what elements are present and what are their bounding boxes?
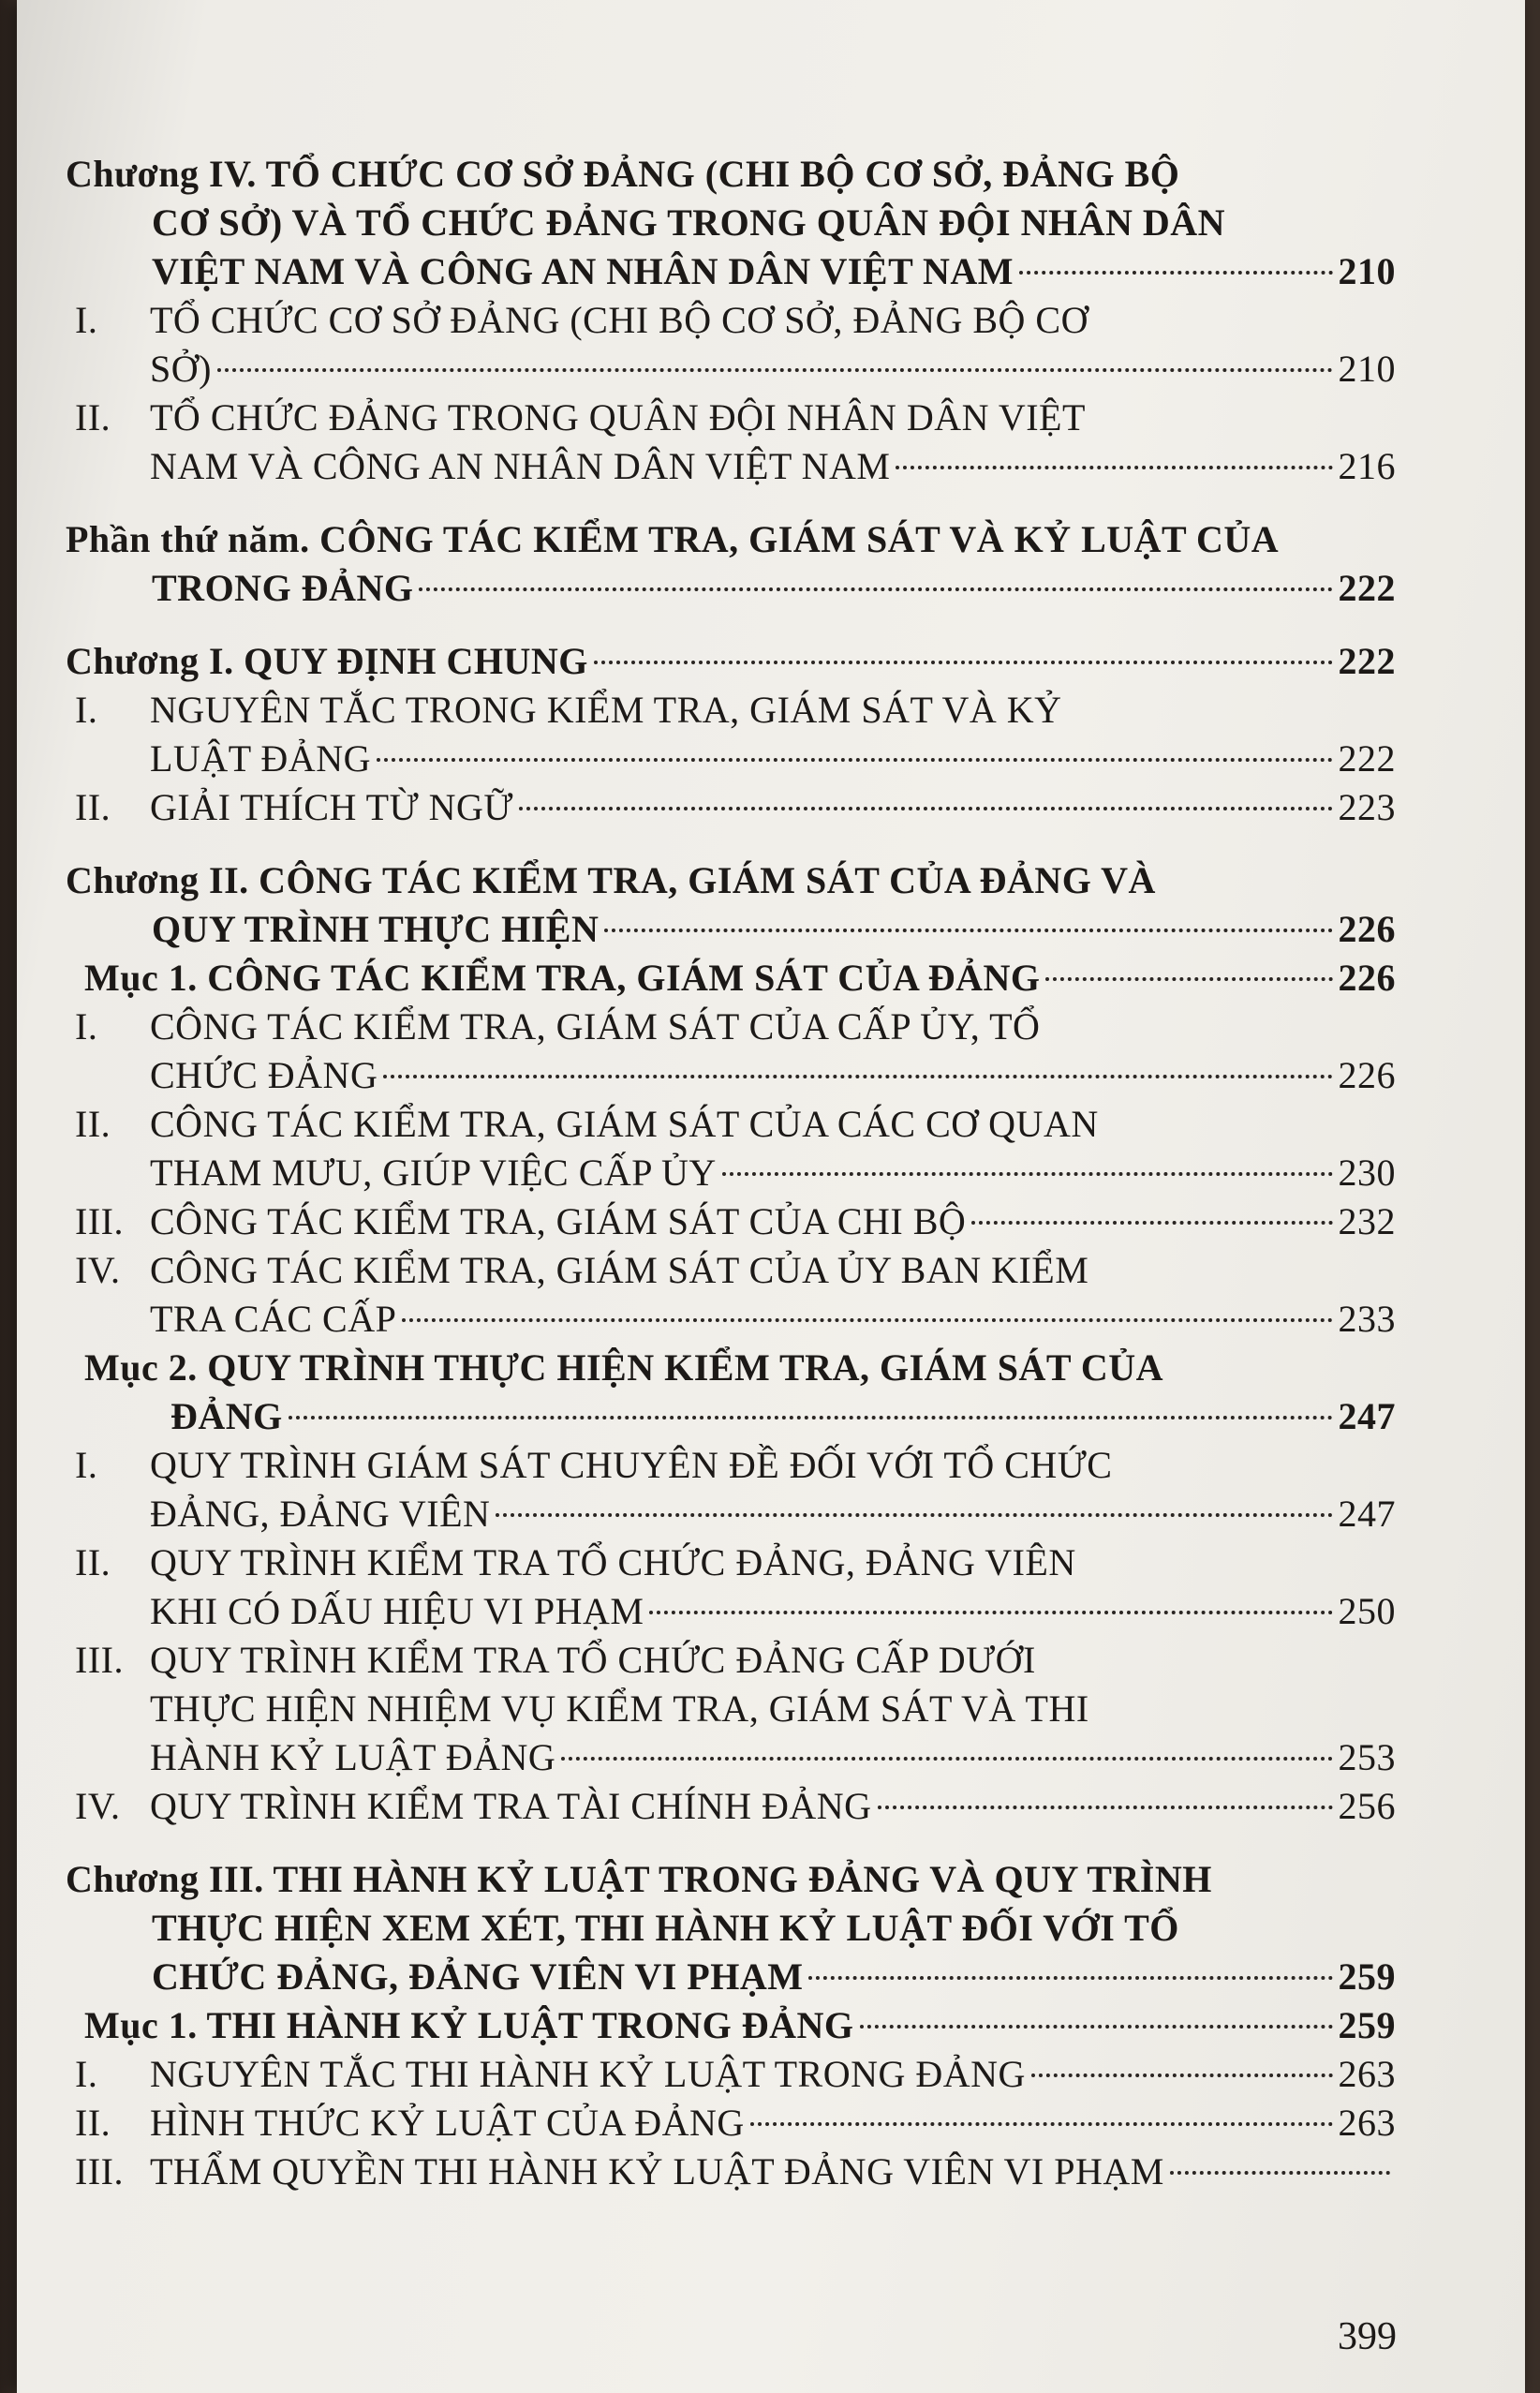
dot-leader <box>496 1513 1332 1517</box>
entry-page-number: 222 <box>1338 567 1396 609</box>
entry-page-number: 233 <box>1338 1298 1396 1340</box>
entry-title-line: QUY TRÌNH KIỂM TRA TÀI CHÍNH ĐẢNG <box>150 1785 872 1827</box>
entry-page-number: 226 <box>1338 957 1396 999</box>
entry-title-line: Phần thứ năm. CÔNG TÁC KIỂM TRA, GIÁM SÁT VÀ KỶ LUẬT CỦA <box>66 518 1280 560</box>
toc-entry-item <box>66 1441 1396 1538</box>
entry-title-line: QUY TRÌNH GIÁM SÁT CHUYÊN ĐỀ ĐỐI VỚI TỔ CHỨC <box>150 1444 1113 1486</box>
entry-title-line: ĐẢNG, ĐẢNG VIÊN <box>150 1493 491 1535</box>
entry-page-number: 259 <box>1338 1955 1396 1998</box>
dot-leader <box>722 1172 1333 1176</box>
entry-page-number: 263 <box>1338 2053 1396 2095</box>
toc-entry-chapter <box>66 637 1396 686</box>
item-number: I. <box>75 1005 98 1048</box>
entry-title-line: SỞ) <box>150 348 212 390</box>
toc-entry-chapter <box>66 150 1396 296</box>
dot-leader <box>860 2025 1333 2029</box>
item-number: II. <box>75 2102 111 2144</box>
item-number: II. <box>75 396 111 438</box>
dot-leader <box>604 929 1332 932</box>
dot-leader <box>649 1611 1332 1614</box>
entry-page-number: 263 <box>1338 2102 1396 2144</box>
toc-entry-part <box>66 515 1396 613</box>
dot-leader <box>1045 977 1332 981</box>
entry-page-number: 247 <box>1338 1493 1396 1535</box>
entry-title-line: QUY TRÌNH THỰC HIỆN <box>152 908 600 950</box>
entry-title-line: CÔNG TÁC KIỂM TRA, GIÁM SÁT CỦA CHI BỘ <box>150 1200 967 1242</box>
entry-title-line: Mục 2. QUY TRÌNH THỰC HIỆN KIỂM TRA, GIÁM SÁT CỦA <box>84 1346 1164 1389</box>
dot-leader <box>971 1221 1332 1225</box>
toc-entry-item <box>66 1197 1396 1246</box>
toc-entry-chapter <box>66 856 1396 954</box>
item-number: I. <box>75 2053 98 2095</box>
entry-page-number: 210 <box>1338 250 1396 292</box>
item-number: I. <box>75 689 98 731</box>
entry-title-line: HÌNH THỨC KỶ LUẬT CỦA ĐẢNG <box>150 2102 745 2144</box>
entry-title-line: GIẢI THÍCH TỪ NGỮ <box>150 786 513 828</box>
entry-page-number: 232 <box>1338 1200 1396 1242</box>
entry-page-number: 223 <box>1338 786 1396 828</box>
entry-title-line: Chương III. THI HÀNH KỶ LUẬT TRONG ĐẢNG VÀ QUY TRÌNH <box>66 1858 1212 1900</box>
item-number: I. <box>75 299 98 341</box>
entry-title-line: CÔNG TÁC KIỂM TRA, GIÁM SÁT CỦA CÁC CƠ QUAN <box>150 1103 1099 1145</box>
entry-title-line: CÔNG TÁC KIỂM TRA, GIÁM SÁT CỦA CẤP ỦY, TỔ <box>150 1005 1041 1048</box>
toc-entry-item <box>66 1100 1396 1197</box>
entry-title-line: LUẬT ĐẢNG <box>150 737 371 780</box>
spacer <box>66 491 1396 515</box>
toc-entry-item <box>66 1636 1396 1782</box>
dot-leader <box>750 2122 1333 2126</box>
spacer <box>66 613 1396 637</box>
entry-title-line: THỰC HIỆN XEM XÉT, THI HÀNH KỶ LUẬT ĐỐI VỚI TỔ <box>152 1907 1179 1949</box>
item-number: IV. <box>75 1785 121 1827</box>
toc-entry-item <box>66 1246 1396 1344</box>
entry-title-line: Chương II. CÔNG TÁC KIỂM TRA, GIÁM SÁT CỦA ĐẢNG VÀ <box>66 859 1156 901</box>
dot-leader <box>594 661 1333 664</box>
entry-title-line: CÔNG TÁC KIỂM TRA, GIÁM SÁT CỦA ỦY BAN KIỂM <box>150 1249 1089 1291</box>
dot-leader <box>561 1757 1332 1761</box>
toc-entry-section <box>66 2001 1396 2050</box>
dot-leader <box>1170 2171 1390 2175</box>
dot-leader <box>289 1416 1333 1419</box>
spacer <box>66 1831 1396 1855</box>
entry-page-number: 226 <box>1338 1054 1396 1096</box>
entry-page-number: 226 <box>1338 908 1396 950</box>
item-number: II. <box>75 786 111 828</box>
entry-page-number: 222 <box>1338 640 1396 682</box>
toc-entry-section <box>66 1344 1396 1441</box>
entry-title-line: ĐẢNG <box>170 1395 283 1437</box>
entry-title-line: TỔ CHỨC CƠ SỞ ĐẢNG (CHI BỘ CƠ SỞ, ĐẢNG BỘ CƠ <box>150 299 1088 341</box>
item-number: IV. <box>75 1249 121 1291</box>
entry-page-number: 210 <box>1338 348 1396 390</box>
entry-title-line: NAM VÀ CÔNG AN NHÂN DÂN VIỆT NAM <box>150 445 891 487</box>
entry-title-line: KHI CÓ DẤU HIỆU VI PHẠM <box>150 1590 644 1632</box>
entry-title-line: Mục 1. CÔNG TÁC KIỂM TRA, GIÁM SÁT CỦA ĐẢNG <box>84 957 1041 999</box>
entry-title-line: TỔ CHỨC ĐẢNG TRONG QUÂN ĐỘI NHÂN DÂN VIỆT <box>150 396 1086 438</box>
entry-page-number: 216 <box>1338 445 1396 487</box>
toc-entry-item <box>66 1538 1396 1636</box>
dot-leader <box>1031 2073 1333 2077</box>
entry-title-line: NGUYÊN TẮC THI HÀNH KỶ LUẬT TRONG ĐẢNG <box>150 2053 1026 2095</box>
dot-leader <box>419 587 1332 591</box>
toc-entry-item <box>66 296 1396 394</box>
dot-leader <box>896 466 1332 469</box>
dot-leader <box>377 758 1333 762</box>
item-number: I. <box>75 1444 98 1486</box>
entry-title-line: THAM MƯU, GIÚP VIỆC CẤP ỦY <box>150 1152 717 1194</box>
dot-leader <box>1019 271 1332 275</box>
toc-entry-item <box>66 394 1396 491</box>
toc-entry-section <box>66 954 1396 1003</box>
item-number: III. <box>75 1639 124 1681</box>
entry-title-line: QUY TRÌNH KIỂM TRA TỔ CHỨC ĐẢNG CẤP DƯỚI <box>150 1639 1036 1681</box>
entry-title-line: QUY TRÌNH KIỂM TRA TỔ CHỨC ĐẢNG, ĐẢNG VIÊN <box>150 1541 1076 1583</box>
dot-leader <box>217 368 1333 372</box>
item-number: II. <box>75 1541 111 1583</box>
dot-leader <box>519 807 1333 810</box>
entry-title-line: VIỆT NAM VÀ CÔNG AN NHÂN DÂN VIỆT NAM <box>152 250 1014 292</box>
entry-title-line: THẨM QUYỀN THI HÀNH KỶ LUẬT ĐẢNG VIÊN VI PHẠM <box>150 2150 1164 2192</box>
entry-page-number: 230 <box>1338 1152 1396 1194</box>
entry-title-line: Mục 1. THI HÀNH KỶ LUẬT TRONG ĐẢNG <box>84 2004 854 2046</box>
item-number: III. <box>75 1200 124 1242</box>
entry-page-number: 253 <box>1338 1736 1396 1778</box>
dot-leader <box>808 1976 1332 1980</box>
entry-title-line: THỰC HIỆN NHIỆM VỤ KIỂM TRA, GIÁM SÁT VÀ THI <box>150 1687 1089 1730</box>
entry-page-number: 222 <box>1338 737 1396 780</box>
entry-page-number: 256 <box>1338 1785 1396 1827</box>
dot-leader <box>383 1075 1332 1078</box>
toc-entry-item <box>66 2050 1396 2099</box>
entry-title-line: Chương IV. TỔ CHỨC CƠ SỞ ĐẢNG (CHI BỘ CƠ SỞ, ĐẢNG BỘ <box>66 153 1180 195</box>
spacer <box>66 832 1396 856</box>
page-number: 399 <box>1338 2315 1397 2358</box>
entry-title-line: CƠ SỞ) VÀ TỔ CHỨC ĐẢNG TRONG QUÂN ĐỘI NHÂN DÂN <box>152 201 1226 244</box>
book-page <box>17 0 1525 2393</box>
dot-leader <box>878 1806 1333 1809</box>
entry-title-line: CHỨC ĐẢNG <box>150 1054 378 1096</box>
toc-entry-item <box>66 1782 1396 1831</box>
toc-entry-item <box>66 783 1396 832</box>
toc-entry-item <box>66 686 1396 783</box>
entry-title-line: CHỨC ĐẢNG, ĐẢNG VIÊN VI PHẠM <box>152 1955 804 1998</box>
item-number: II. <box>75 1103 111 1145</box>
toc-entry-item <box>66 2148 1396 2196</box>
entry-page-number: 247 <box>1338 1395 1396 1437</box>
entry-page-number: 250 <box>1338 1590 1396 1632</box>
toc-entry-item <box>66 2099 1396 2148</box>
entry-page-number: 259 <box>1338 2004 1396 2046</box>
item-number: III. <box>75 2150 124 2192</box>
entry-title-line: TRA CÁC CẤP <box>150 1298 397 1340</box>
dot-leader <box>402 1318 1332 1322</box>
table-of-contents <box>66 150 1396 2196</box>
entry-title-line: Chương I. QUY ĐỊNH CHUNG <box>66 640 588 682</box>
entry-title-line: TRONG ĐẢNG <box>152 567 414 609</box>
entry-title-line: NGUYÊN TẮC TRONG KIỂM TRA, GIÁM SÁT VÀ KỶ <box>150 689 1062 731</box>
toc-entry-chapter <box>66 1855 1396 2001</box>
toc-entry-item <box>66 1003 1396 1100</box>
entry-title-line: HÀNH KỶ LUẬT ĐẢNG <box>150 1736 556 1778</box>
